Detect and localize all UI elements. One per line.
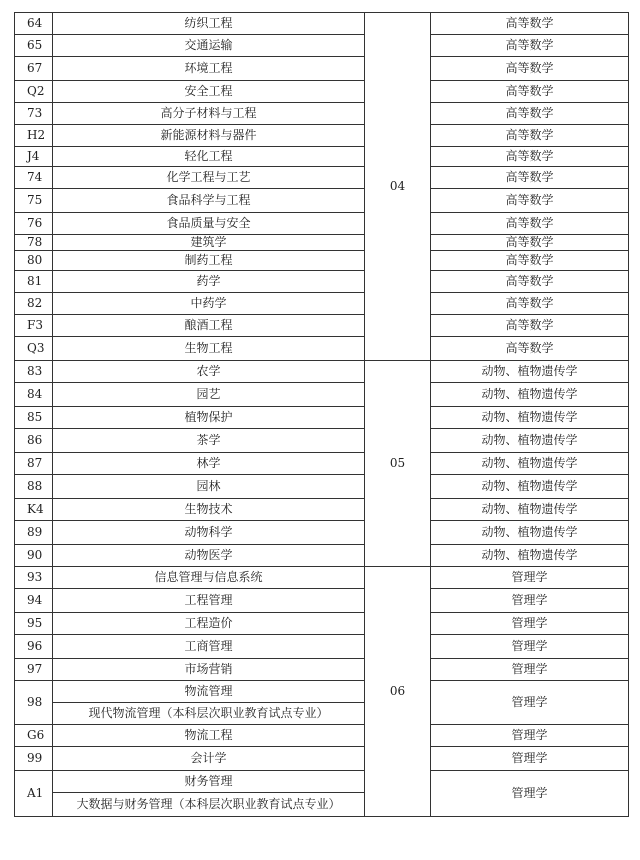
major-code: 88 bbox=[15, 475, 53, 499]
major-name: 工程管理 bbox=[53, 589, 365, 613]
table-row bbox=[15, 383, 629, 407]
exam-subject: 管理学 bbox=[431, 771, 629, 817]
major-name: 园艺 bbox=[53, 383, 365, 407]
major-code: 93 bbox=[15, 567, 53, 589]
exam-subject: 高等数学 bbox=[431, 81, 629, 103]
major-code: 65 bbox=[15, 35, 53, 57]
major-name: 工商管理 bbox=[53, 635, 365, 659]
exam-subject: 高等数学 bbox=[431, 337, 629, 361]
table-row bbox=[15, 235, 629, 251]
major-code: 76 bbox=[15, 213, 53, 235]
table-row bbox=[15, 271, 629, 293]
major-code: Q3 bbox=[15, 337, 53, 361]
major-code: H2 bbox=[15, 125, 53, 147]
major-name: 新能源材料与器件 bbox=[53, 125, 365, 147]
major-name: 茶学 bbox=[53, 429, 365, 453]
major-code: 90 bbox=[15, 545, 53, 567]
group-code: 06 bbox=[365, 567, 431, 817]
major-name: 食品科学与工程 bbox=[53, 189, 365, 213]
table-row bbox=[15, 167, 629, 189]
major-name: 生物技术 bbox=[53, 499, 365, 521]
major-code: F3 bbox=[15, 315, 53, 337]
exam-subject: 管理学 bbox=[431, 747, 629, 771]
exam-subject: 高等数学 bbox=[431, 125, 629, 147]
exam-subject: 高等数学 bbox=[431, 13, 629, 35]
exam-subject: 动物、植物遗传学 bbox=[431, 499, 629, 521]
major-code: 85 bbox=[15, 407, 53, 429]
major-name: 化学工程与工艺 bbox=[53, 167, 365, 189]
exam-subject: 高等数学 bbox=[431, 167, 629, 189]
exam-subject: 动物、植物遗传学 bbox=[431, 361, 629, 383]
exam-subject: 管理学 bbox=[431, 659, 629, 681]
major-code: 73 bbox=[15, 103, 53, 125]
major-code: 83 bbox=[15, 361, 53, 383]
major-name: 交通运输 bbox=[53, 35, 365, 57]
major-name: 中药学 bbox=[53, 293, 365, 315]
major-code: 87 bbox=[15, 453, 53, 475]
table-row bbox=[15, 251, 629, 271]
major-name: 大数据与财务管理（本科层次职业教育试点专业） bbox=[53, 793, 365, 817]
major-code: 94 bbox=[15, 589, 53, 613]
major-name: 动物医学 bbox=[53, 545, 365, 567]
table-row bbox=[15, 57, 629, 81]
major-name: 轻化工程 bbox=[53, 147, 365, 167]
table-row bbox=[15, 453, 629, 475]
table-row bbox=[15, 361, 629, 383]
table-row bbox=[15, 771, 629, 793]
major-name: 园林 bbox=[53, 475, 365, 499]
major-name: 生物工程 bbox=[53, 337, 365, 361]
major-name: 植物保护 bbox=[53, 407, 365, 429]
table-row bbox=[15, 81, 629, 103]
major-code: J4 bbox=[15, 147, 53, 167]
major-code: 96 bbox=[15, 635, 53, 659]
exam-subject: 管理学 bbox=[431, 567, 629, 589]
major-name: 酿酒工程 bbox=[53, 315, 365, 337]
major-code: 89 bbox=[15, 521, 53, 545]
major-name: 安全工程 bbox=[53, 81, 365, 103]
exam-subject: 动物、植物遗传学 bbox=[431, 407, 629, 429]
major-name: 会计学 bbox=[53, 747, 365, 771]
major-name: 工程造价 bbox=[53, 613, 365, 635]
table-row bbox=[15, 213, 629, 235]
exam-subject: 管理学 bbox=[431, 725, 629, 747]
exam-subject: 动物、植物遗传学 bbox=[431, 521, 629, 545]
table-row bbox=[15, 35, 629, 57]
table-row bbox=[15, 407, 629, 429]
major-code: 78 bbox=[15, 235, 53, 251]
exam-subject: 高等数学 bbox=[431, 235, 629, 251]
major-code: 74 bbox=[15, 167, 53, 189]
exam-subject: 高等数学 bbox=[431, 251, 629, 271]
exam-subject: 高等数学 bbox=[431, 103, 629, 125]
table-row bbox=[15, 567, 629, 589]
major-name: 信息管理与信息系统 bbox=[53, 567, 365, 589]
major-code: K4 bbox=[15, 499, 53, 521]
table-row bbox=[15, 747, 629, 771]
exam-subject: 高等数学 bbox=[431, 57, 629, 81]
major-code: 95 bbox=[15, 613, 53, 635]
table-row bbox=[15, 429, 629, 453]
exam-subject: 高等数学 bbox=[431, 315, 629, 337]
table-row bbox=[15, 521, 629, 545]
exam-subject: 管理学 bbox=[431, 589, 629, 613]
exam-subject: 管理学 bbox=[431, 613, 629, 635]
major-name: 纺织工程 bbox=[53, 13, 365, 35]
table-row bbox=[15, 315, 629, 337]
table-row bbox=[15, 725, 629, 747]
table-row bbox=[15, 337, 629, 361]
table-row bbox=[15, 613, 629, 635]
major-code: 98 bbox=[15, 681, 53, 725]
major-code: 82 bbox=[15, 293, 53, 315]
group-code: 04 bbox=[365, 13, 431, 361]
major-name: 环境工程 bbox=[53, 57, 365, 81]
exam-subject: 高等数学 bbox=[431, 293, 629, 315]
exam-subject: 高等数学 bbox=[431, 35, 629, 57]
exam-subject: 高等数学 bbox=[431, 189, 629, 213]
major-name: 建筑学 bbox=[53, 235, 365, 251]
major-subject-table bbox=[14, 12, 629, 817]
major-code: G6 bbox=[15, 725, 53, 747]
major-code: 64 bbox=[15, 13, 53, 35]
table-row bbox=[15, 681, 629, 703]
major-code: 75 bbox=[15, 189, 53, 213]
major-name: 制药工程 bbox=[53, 251, 365, 271]
exam-subject: 高等数学 bbox=[431, 147, 629, 167]
exam-subject: 管理学 bbox=[431, 635, 629, 659]
exam-subject: 高等数学 bbox=[431, 271, 629, 293]
major-code: 99 bbox=[15, 747, 53, 771]
table-row bbox=[15, 635, 629, 659]
major-name: 财务管理 bbox=[53, 771, 365, 793]
exam-subject: 动物、植物遗传学 bbox=[431, 453, 629, 475]
table-row bbox=[15, 125, 629, 147]
major-code: 80 bbox=[15, 251, 53, 271]
major-name: 药学 bbox=[53, 271, 365, 293]
table-row bbox=[15, 13, 629, 35]
major-code: A1 bbox=[15, 771, 53, 817]
major-code: 86 bbox=[15, 429, 53, 453]
group-code: 05 bbox=[365, 361, 431, 567]
major-name: 物流工程 bbox=[53, 725, 365, 747]
major-code: 97 bbox=[15, 659, 53, 681]
major-name: 动物科学 bbox=[53, 521, 365, 545]
major-name: 现代物流管理（本科层次职业教育试点专业） bbox=[53, 703, 365, 725]
exam-subject: 动物、植物遗传学 bbox=[431, 383, 629, 407]
major-name: 林学 bbox=[53, 453, 365, 475]
table-row bbox=[15, 293, 629, 315]
table-row bbox=[15, 499, 629, 521]
major-code: 67 bbox=[15, 57, 53, 81]
table-row bbox=[15, 103, 629, 125]
major-name: 食品质量与安全 bbox=[53, 213, 365, 235]
major-name: 市场营销 bbox=[53, 659, 365, 681]
table-row bbox=[15, 589, 629, 613]
table-row bbox=[15, 147, 629, 167]
major-name: 农学 bbox=[53, 361, 365, 383]
table-row bbox=[15, 659, 629, 681]
exam-subject: 高等数学 bbox=[431, 213, 629, 235]
exam-subject: 动物、植物遗传学 bbox=[431, 545, 629, 567]
major-code: 81 bbox=[15, 271, 53, 293]
table-row bbox=[15, 189, 629, 213]
major-code: 84 bbox=[15, 383, 53, 407]
table-row bbox=[15, 545, 629, 567]
table-body bbox=[15, 13, 629, 817]
exam-subject: 管理学 bbox=[431, 681, 629, 725]
major-name: 高分子材料与工程 bbox=[53, 103, 365, 125]
major-code: Q2 bbox=[15, 81, 53, 103]
major-name: 物流管理 bbox=[53, 681, 365, 703]
exam-subject: 动物、植物遗传学 bbox=[431, 475, 629, 499]
exam-subject: 动物、植物遗传学 bbox=[431, 429, 629, 453]
table-row bbox=[15, 475, 629, 499]
